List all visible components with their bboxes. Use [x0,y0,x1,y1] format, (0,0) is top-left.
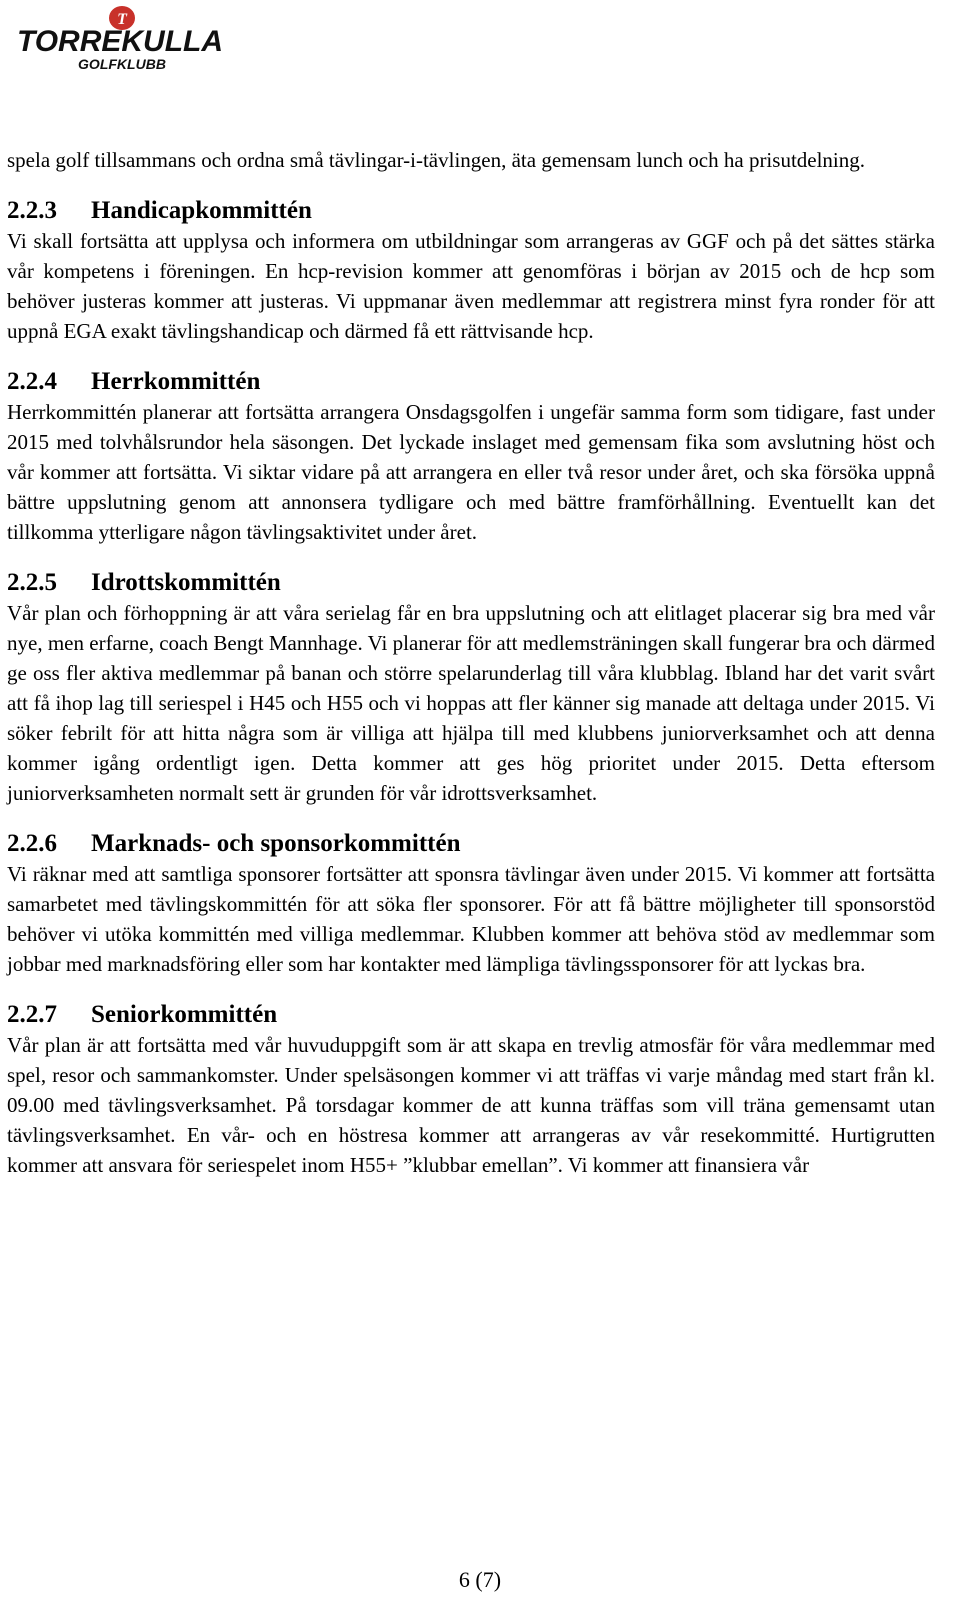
section-herr [7,367,935,547]
logo-name: TORREKULLA [16,25,224,58]
section-paragraph: Vi räknar med att samtliga sponsorer fortsätter att sponsra tävlingar även under 2015. Vi kommer att fortsätta samarbetet med tävlingskommittén för att söka fler sponsorer. För att få bättre möjligheter till sponsorstöd behöver vi utöka kommittén med villiga medlemmar. Klubben kommer att behöva stöd av medlemmar som jobbar med marknadsföring eller som har kontakter med lämpliga tävlingssponsorer för att lyckas bra. [7,862,935,976]
section-number: 2.2.4 [7,368,57,395]
section-number: 2.2.7 [7,1001,57,1028]
section-number: 2.2.6 [7,830,57,857]
section-title: Marknads- och sponsorkommittén [91,830,461,857]
section-paragraph: Vi skall fortsätta att upplysa och informera om utbildningar som arrangeras av GGF och på det sättes stärka vår kompetens i föreningen. En hcp-revision kommer att genomföras i början av 2015 och de hcp som behöver justeras kommer att justeras. Vi uppmanar även medlemmar att registrera minst fyra ronder för att uppnå EGA exakt tävlingshandicap och därmed få ett rättvisande hcp. [7,229,935,343]
logo-mark: T [117,11,127,28]
section-heading [7,568,935,598]
club-logo [2,4,242,72]
section-title: Herrkommittén [91,368,261,395]
section-heading [7,829,935,859]
section-number: 2.2.3 [7,197,57,224]
section-idrott [7,568,935,808]
section-paragraph: Herrkommittén planerar att fortsätta arrangera Onsdagsgolfen i ungefär samma form som tidigare, fast under 2015 med tolvhålsrundor hela säsongen. Det lyckade inslaget med gemensam fika som avslutning höst och vår kommer att fortsätta. Vi siktar vidare på att arrangera en eller två resor under året, och ska försöka uppnå bättre uppslutning genom att annonsera tydligare och med bättre framförhållning. Eventuellt kan det tillkomma ytterligare någon tävlingsaktivitet under året. [7,400,935,544]
section-marknad [7,829,935,979]
section-number: 2.2.5 [7,569,57,596]
section-heading [7,1000,935,1030]
section-heading [7,367,935,397]
section-heading [7,196,935,226]
section-title: Seniorkommittén [91,1001,278,1028]
logo-subtitle: GOLFKLUBB [78,56,166,72]
section-title: Handicapkommittén [91,197,312,224]
section-title: Idrottskommittén [91,569,281,596]
page-number: 6 (7) [458,1567,502,1592]
section-paragraph: Vår plan och förhoppning är att våra serielag får en bra uppslutning och att elitlaget placerar sig bra med vår nye, men erfarne, coach Bengt Mannhage. Vi planerar för att medlemsträningen skall fungerar bra och därmed ge oss fler aktiva medlemmar på banan och större spelarunderlag till våra klubblag. Ibland har det varit svårt att få ihop lag till seriespel i H45 och H55 och vi hoppas att fler känner sig manade att deltaga under 2015. Vi söker febrilt för att hitta några som är villiga att hjälpa till med klubbens juniorverksamhet och att denna kommer igång ordentligt igen. Detta kommer att ges hög prioritet under 2015. Detta eftersom juniorverksamheten normalt sett är grunden för vår idrottsverksamhet. [7,601,935,805]
section-paragraph: Vår plan är att fortsätta med vår huvuduppgift som är att skapa en trevlig atmosfär för våra medlemmar med spel, resor och sammankomster. Under spelsäsongen kommer vi att träffas vi varje måndag med start från kl. 09.00 med tävlingsverksamhet. På torsdagar kommer de att kunna träffas som vill träna gemensamt utan tävlingsverksamhet. En vår- och en höstresa kommer att arrangeras av vår resekommitté. Hurtigrutten kommer att ansvara för seriespelet inom H55+ ”klubbar emellan”. Vi kommer att finansiera vår [7,1033,935,1177]
torrekulla-logo-icon [2,4,242,72]
section-senior [7,1000,935,1180]
document-body [7,145,935,1180]
intro-paragraph: spela golf tillsammans och ordna små tävlingar-i-tävlingen, äta gemensam lunch och ha prisutdelning. [7,148,866,172]
section-handicap [7,196,935,346]
